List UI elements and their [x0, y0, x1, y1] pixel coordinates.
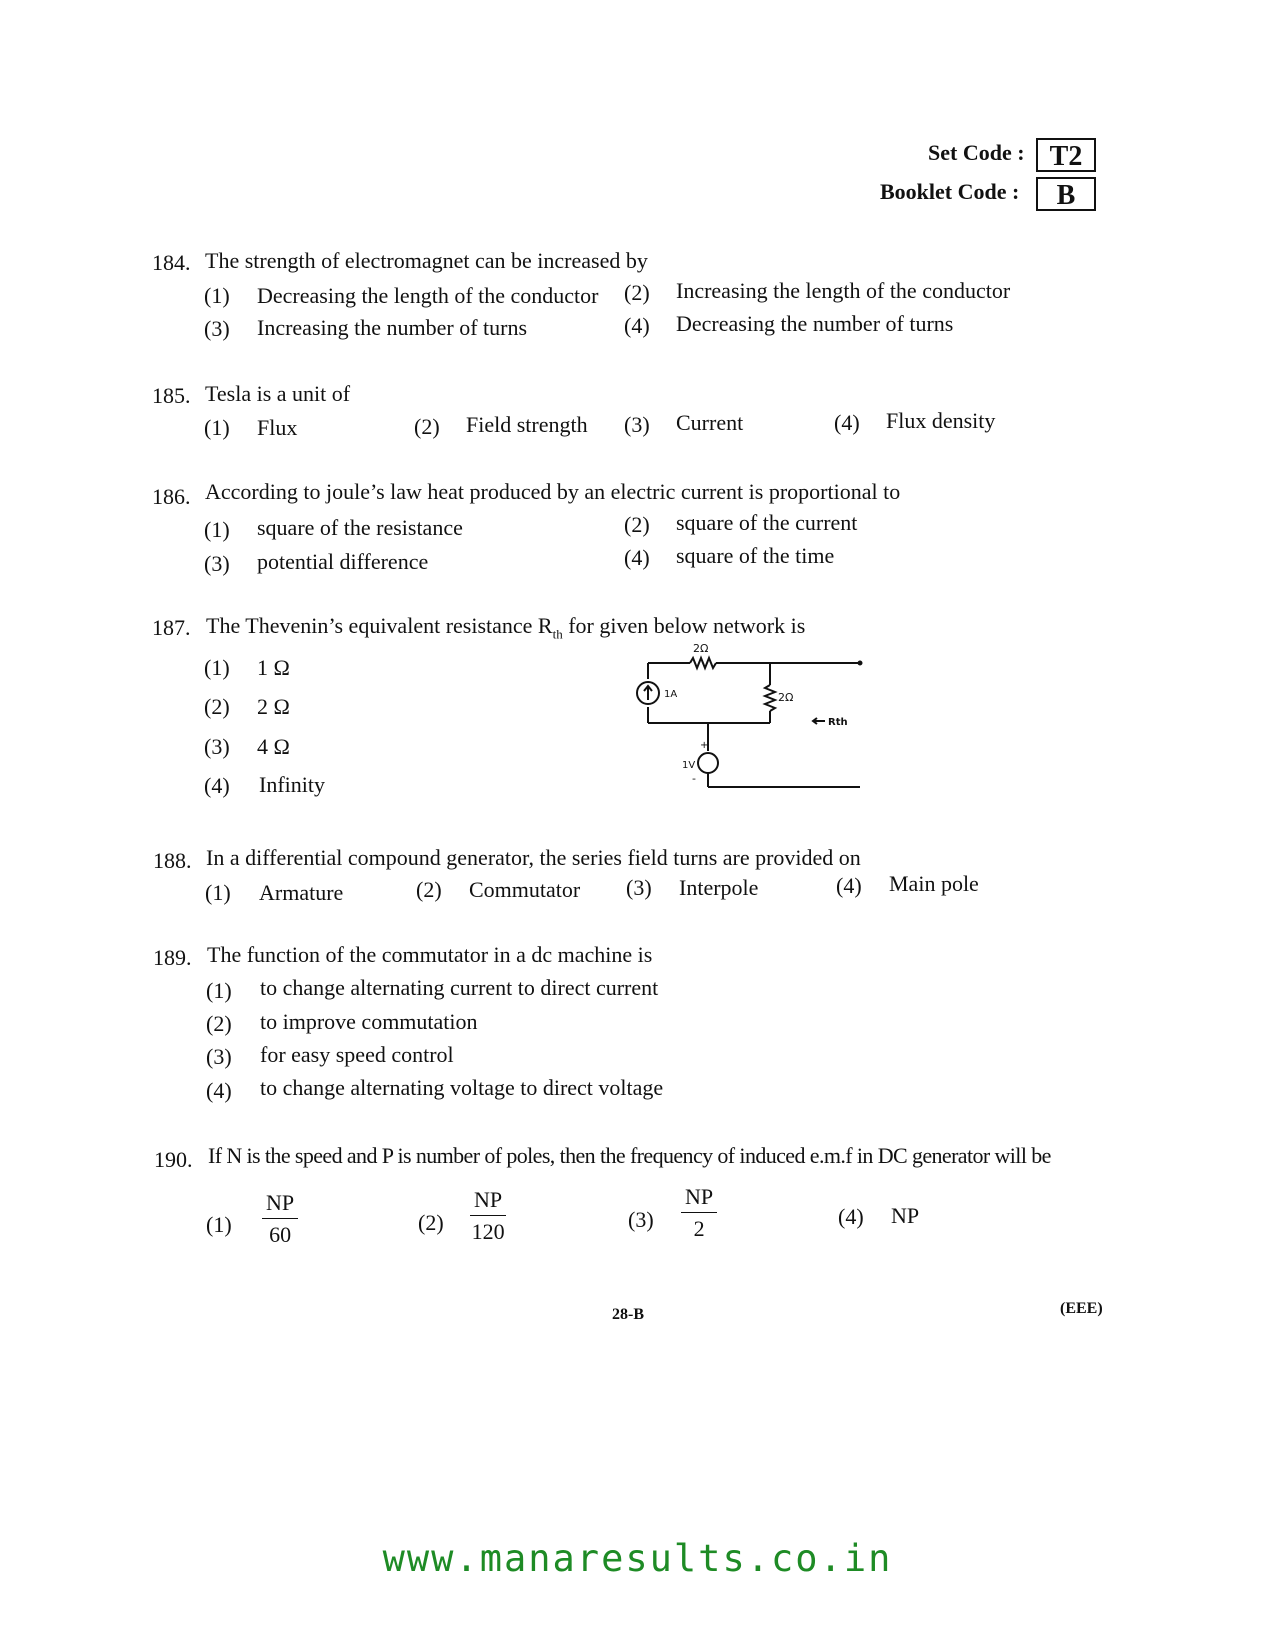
question-number: 187.	[152, 615, 191, 640]
label-rth: Rth	[828, 717, 848, 728]
option-text: Infinity	[259, 772, 325, 797]
denominator: 60	[269, 1222, 292, 1247]
option-number: (1)	[205, 880, 231, 905]
question-text-end: for given below network is	[562, 613, 806, 638]
option-number: (4)	[206, 1078, 232, 1103]
option-number: (4)	[834, 410, 860, 435]
label-minus: -	[692, 772, 696, 785]
branch-code: (EEE)	[1060, 1300, 1103, 1317]
option-text: 1 Ω	[257, 655, 290, 680]
option-text: Interpole	[679, 875, 759, 900]
option-text: Decreasing the length of the conductor	[257, 283, 599, 308]
fraction-np-60	[262, 1190, 298, 1248]
label-current-source: 1A	[664, 689, 678, 700]
option-text: square of the time	[676, 543, 835, 568]
circuit-diagram	[620, 635, 880, 795]
option-number: (3)	[628, 1207, 654, 1232]
set-code-label: Set Code :	[928, 140, 1025, 165]
option-number: (4)	[204, 773, 230, 798]
option-text: 4 Ω	[257, 734, 290, 759]
option-number: (3)	[626, 875, 652, 900]
option-number: (1)	[206, 1212, 232, 1237]
denominator: 2	[693, 1216, 705, 1241]
option-text: Flux	[257, 415, 298, 440]
option-number: (3)	[204, 316, 230, 341]
label-top-resistor: 2Ω	[693, 642, 709, 655]
option-text: Main pole	[889, 871, 979, 896]
denominator: 120	[471, 1219, 505, 1244]
website-watermark: www.manaresults.co.in	[382, 1537, 893, 1580]
question-text: In a differential compound generator, the series field turns are provided on	[206, 845, 861, 870]
option-number: (4)	[624, 545, 650, 570]
option-text: Decreasing the number of turns	[676, 311, 954, 336]
option-number: (2)	[624, 280, 650, 305]
option-number: (2)	[418, 1210, 444, 1235]
option-text: NP	[891, 1203, 920, 1228]
option-number: (2)	[624, 512, 650, 537]
question-text: The function of the commutator in a dc machine is	[207, 942, 653, 967]
option-text: Increasing the number of turns	[257, 315, 528, 340]
option-number: (3)	[204, 734, 230, 759]
question-number: 184.	[152, 250, 191, 275]
numerator: NP	[262, 1190, 298, 1219]
option-text: Flux density	[886, 408, 996, 433]
numerator: NP	[681, 1184, 717, 1213]
option-number: (3)	[206, 1044, 232, 1069]
option-number: (4)	[838, 1204, 864, 1229]
fraction-np-120	[470, 1187, 506, 1245]
option-text: square of the resistance	[257, 515, 463, 540]
option-number: (4)	[624, 313, 650, 338]
option-text: for easy speed control	[260, 1042, 454, 1067]
option-text: square of the current	[676, 510, 858, 535]
option-number: (1)	[204, 283, 230, 308]
label-right-resistor: 2Ω	[778, 691, 794, 704]
question-number: 186.	[152, 484, 191, 509]
question-text-start: The Thevenin’s equivalent resistance R	[206, 613, 553, 638]
option-text: to improve commutation	[260, 1009, 478, 1034]
question-number: 188.	[153, 848, 192, 873]
question-number: 189.	[153, 945, 192, 970]
option-number: (3)	[204, 551, 230, 576]
option-number: (1)	[204, 517, 230, 542]
option-number: (1)	[204, 415, 230, 440]
booklet-code-value: B	[1036, 177, 1096, 211]
option-text: Armature	[259, 880, 344, 905]
booklet-code-label: Booklet Code :	[880, 179, 1020, 204]
question-number: 185.	[152, 383, 191, 408]
subscript-th: th	[552, 626, 563, 642]
question-text: The strength of electromagnet can be increased by	[205, 248, 648, 273]
option-text: Field strength	[466, 412, 588, 437]
set-code-value: T2	[1036, 138, 1096, 172]
option-text: to change alternating voltage to direct voltage	[260, 1075, 664, 1100]
question-text: If N is the speed and P is number of poles, then the frequency of induced e.m.f in DC generator will be	[208, 1143, 1051, 1168]
option-number: (2)	[206, 1011, 232, 1036]
option-text: potential difference	[257, 549, 429, 574]
option-text: Commutator	[469, 877, 581, 902]
option-text: 2 Ω	[257, 694, 290, 719]
option-number: (2)	[416, 877, 442, 902]
option-number: (4)	[836, 873, 862, 898]
option-number: (1)	[204, 655, 230, 680]
option-text: to change alternating current to direct current	[260, 975, 659, 1000]
label-plus: +	[700, 740, 709, 751]
question-text: According to joule’s law heat produced by an electric current is proportional to	[205, 479, 901, 504]
fraction-np-2	[681, 1184, 717, 1242]
option-text: Current	[676, 410, 744, 435]
option-number: (1)	[206, 978, 232, 1003]
option-number: (2)	[204, 694, 230, 719]
question-number: 190.	[154, 1147, 193, 1172]
page-code: 28-B	[612, 1306, 644, 1323]
question-text: Tesla is a unit of	[205, 381, 351, 406]
option-text: Increasing the length of the conductor	[676, 278, 1011, 303]
option-number: (3)	[624, 412, 650, 437]
option-number: (2)	[414, 414, 440, 439]
label-voltage-source: 1V	[682, 760, 696, 771]
numerator: NP	[470, 1187, 506, 1216]
